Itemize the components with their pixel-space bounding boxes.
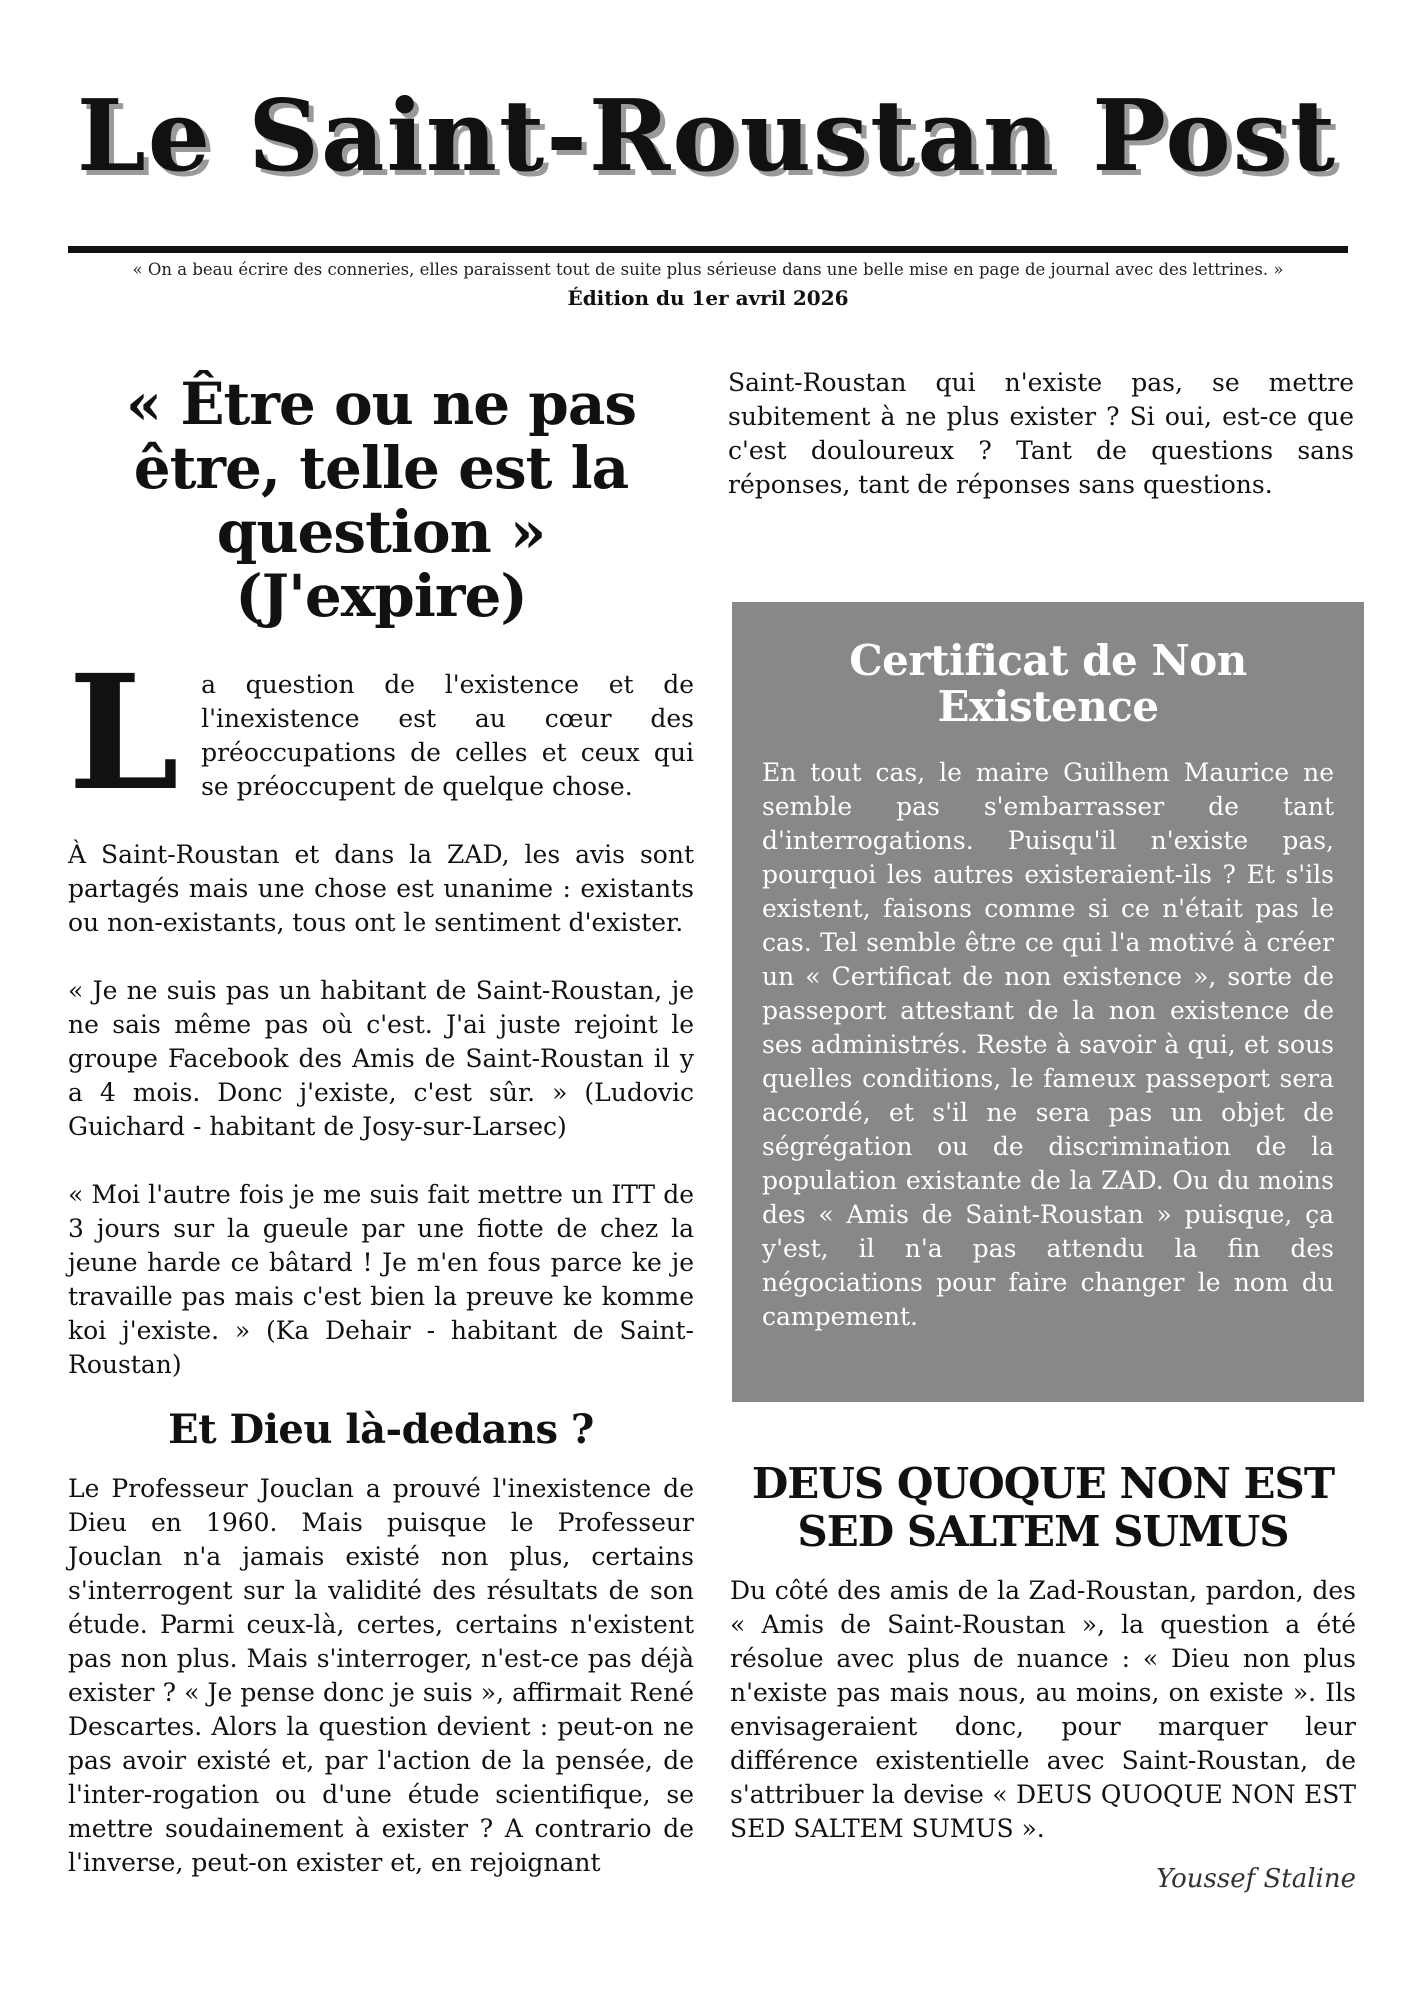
latin-paragraph: Du côté des amis de la Zad-Roustan, pardon, des « Amis de Saint-Roustan », la question a été résolue avec plus de nuance : « Dieu non plus n'existe pas mais nous, au moins, on existe ». Ils envisageraient donc, pour marquer leur différence existentielle avec Saint-Roustan, de s'attribuer la devise « DEUS QUOQUE NON EST SED SALTEM SUMUS ». bbox=[730, 1576, 1356, 1843]
paragraph-zad: À Saint-Roustan et dans la ZAD, les avis sont partagés mais une chose est unanime : existants ou non-existants, tous ont le sentiment d'exister. bbox=[68, 840, 694, 937]
lead-paragraph bbox=[68, 641, 694, 826]
paragraph-dieu: Le Professeur Jouclan a prouvé l'inexistence de Dieu en 1960. Mais puisque le Professeur Jouclan n'a jamais existé non plus, certains s'interrogent sur la validité des résultats de son étude. Parmi ceux-là, certes, certains n'existent pas non plus. Mais s'interroger, n'est-ce pas déjà exister ? « Je pense donc je suis », affirmait René Descartes. Alors la question devient : peut-on ne pas avoir existé et, par l'action de la pensée, de l'inter-rogation ou d'une étude scientifique, se mettre soudainement à exister ? A contrario de l'inverse, peut-on exister et, en rejoignant bbox=[68, 1474, 694, 1877]
quote-dehair: « Moi l'autre fois je me suis fait mettre un ITT de 3 jours sur la gueule par une fiotte de chez la jeune harde ce bâtard ! Je m'en fous parce ke je travaille pas mais c'est bien la preuve ke komme koi j'existe. » (Ka Dehair - habitant de Saint-Roustan) bbox=[68, 1180, 694, 1379]
lead-text: a question de l'existence et de l'inexistence est au cœur des préoccupations de celles et ceux qui se préoccupent de quelque chose. bbox=[201, 670, 694, 801]
article-headline: « Être ou ne pas être, telle est la question » (J'expire) bbox=[125, 370, 637, 630]
latin-motto-title: DEUS QUOQUE NON EST SED SALTEM SUMUS bbox=[751, 1459, 1335, 1556]
masthead-title: Le Saint-Roustan Post bbox=[76, 79, 1338, 194]
subhead-dieu: Et Dieu là-dedans ? bbox=[168, 1406, 594, 1453]
certificate-box bbox=[732, 602, 1364, 1402]
certificate-title: Certificat de Non Existence bbox=[849, 636, 1247, 731]
certificate-text: En tout cas, le maire Guilhem Maurice ne semble pas s'embarrasser de tant d'interrogations. Puisqu'il n'existe pas, pourquoi les autres existeraient-ils ? Et s'ils existent, faisons comme si ce n'était pas le cas. Tel semble être ce qui l'a motivé à créer un « Certificat de non existence », sorte de passeport attestant de la non existence de ses administrés. Reste à savoir à qui, et sous quelles conditions, le fameux passeport sera accordé, et s'il ne sera pas un objet de ségrégation ou de discrimination de la population existante de la ZAD. Ou du moins des « Amis de Saint-Roustan » puisque, ça y'est, il n'a pas attendu la fin des négociations pour faire changer le nom du campement. bbox=[762, 758, 1334, 1331]
paragraph-continuation: Saint-Roustan qui n'existe pas, se mettre subitement à ne plus exister ? Si oui, est-ce que c'est douloureux ? Tant de questions sans réponses, tant de réponses sans questions. bbox=[728, 368, 1354, 499]
right-column-top bbox=[728, 366, 1354, 502]
header-rule bbox=[68, 246, 1348, 253]
motto: « On a beau écrire des conneries, elles paraissent tout de suite plus sérieuse dans une belle mise en page de journal avec des lettrines. » bbox=[132, 260, 1284, 279]
dropcap-letter: L bbox=[68, 641, 180, 826]
quote-guichard: « Je ne suis pas un habitant de Saint-Roustan, je ne sais même pas où c'est. J'ai juste rejoint le groupe Facebook des Amis de Saint-Roustan il y a 4 mois. Donc j'existe, c'est sûr. » (Ludovic Guichard - habitant de Josy-sur-Larsec) bbox=[68, 976, 694, 1141]
right-column-bottom bbox=[730, 1460, 1356, 1894]
author-signature: Youssef Staline bbox=[1156, 1864, 1356, 1894]
edition-date: Édition du 1er avril 2026 bbox=[567, 286, 849, 310]
left-column bbox=[68, 372, 694, 1880]
